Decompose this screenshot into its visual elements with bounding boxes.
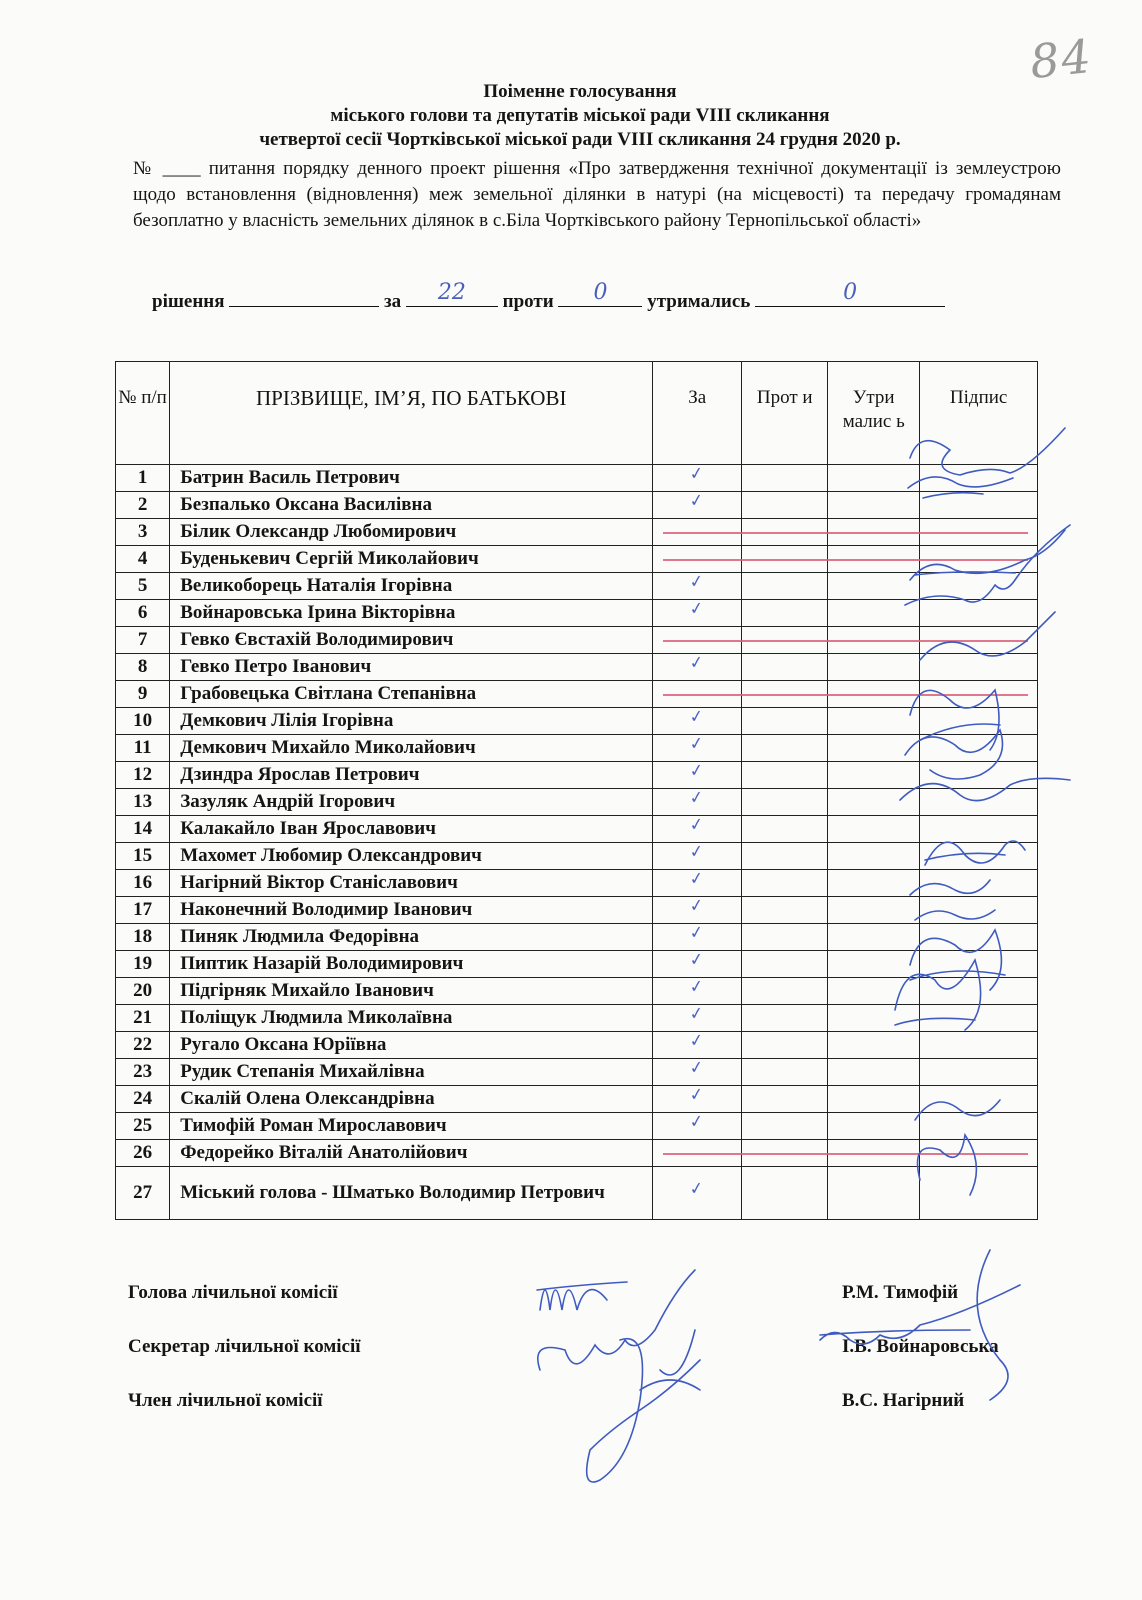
vote-check-mark: ✓ bbox=[688, 787, 706, 809]
row-number: 13 bbox=[116, 789, 170, 816]
vote-check-mark: ✓ bbox=[688, 1178, 706, 1200]
row-number: 5 bbox=[116, 573, 170, 600]
vote-for-cell bbox=[653, 600, 742, 627]
col-header-against: Прот и bbox=[742, 362, 828, 465]
vote-check-mark: ✓ bbox=[688, 490, 706, 512]
vote-against-cell bbox=[742, 654, 828, 681]
vote-against-cell bbox=[742, 492, 828, 519]
row-number: 24 bbox=[116, 1086, 170, 1113]
deputy-name: Дзиндра Ярослав Петрович bbox=[170, 762, 653, 789]
row-number: 14 bbox=[116, 816, 170, 843]
document-header bbox=[120, 80, 1040, 152]
col-header-signature: Підпис bbox=[920, 362, 1038, 465]
deputy-name: Нагірний Віктор Станіславович bbox=[170, 870, 653, 897]
against-count-value: 0 bbox=[593, 280, 608, 305]
deputy-name: Пиптик Назарій Володимирович bbox=[170, 951, 653, 978]
row-number: 2 bbox=[116, 492, 170, 519]
col-header-abstained: Утри малис ь bbox=[828, 362, 920, 465]
vote-check-mark: ✓ bbox=[688, 733, 706, 755]
vote-against-cell bbox=[742, 816, 828, 843]
row-number: 10 bbox=[116, 708, 170, 735]
abstained-count-field bbox=[755, 280, 945, 307]
vote-against-cell bbox=[742, 1113, 828, 1140]
deputy-name: Білик Олександр Любомирович bbox=[170, 519, 653, 546]
vote-against-cell bbox=[742, 735, 828, 762]
vote-against-cell bbox=[742, 924, 828, 951]
deputy-name: Пиняк Людмила Федорівна bbox=[170, 924, 653, 951]
vote-check-mark: ✓ bbox=[688, 1003, 706, 1025]
deputy-name: Великоборець Наталія Ігорівна bbox=[170, 573, 653, 600]
vote-check-mark: ✓ bbox=[688, 760, 706, 782]
row-number: 1 bbox=[116, 465, 170, 492]
row-number: 20 bbox=[116, 978, 170, 1005]
vote-against-cell bbox=[742, 762, 828, 789]
deputy-name: Демкович Лілія Ігорівна bbox=[170, 708, 653, 735]
row-number: 21 bbox=[116, 1005, 170, 1032]
col-header-number: № п/п bbox=[116, 362, 170, 465]
agenda-question: № ____ питання порядку денного проект рішення «Про затвердження технічної документації із землеустрою щодо встановлення (відновлення) меж земельної ділянки в натурі (на місцевості) та передачу громадянам безоплатно у власність земельних ділянок в с.Біла Чортківського району Тернопільської області» bbox=[133, 158, 1061, 231]
vote-for-cell bbox=[653, 492, 742, 519]
row-number: 4 bbox=[116, 546, 170, 573]
vote-check-mark: ✓ bbox=[688, 598, 706, 620]
row-number: 26 bbox=[116, 1140, 170, 1167]
deputy-name: Поліщук Людмила Миколаївна bbox=[170, 1005, 653, 1032]
against-label: проти bbox=[502, 291, 554, 312]
against-count-field bbox=[558, 280, 642, 307]
vote-check-mark: ✓ bbox=[688, 571, 706, 593]
deputy-name: Демкович Михайло Миколайович bbox=[170, 735, 653, 762]
deputy-name: Тимофій Роман Мирославович bbox=[170, 1113, 653, 1140]
row-number: 17 bbox=[116, 897, 170, 924]
vote-check-mark: ✓ bbox=[688, 814, 706, 836]
row-number: 19 bbox=[116, 951, 170, 978]
deputy-name: Махомет Любомир Олександрович bbox=[170, 843, 653, 870]
vote-check-mark: ✓ bbox=[688, 976, 706, 998]
row-number: 15 bbox=[116, 843, 170, 870]
abstained-label: утримались bbox=[647, 291, 751, 312]
vote-against-cell bbox=[742, 978, 828, 1005]
vote-for-cell bbox=[653, 654, 742, 681]
vote-against-cell bbox=[742, 789, 828, 816]
deputy-name: Войнаровська Ірина Вікторівна bbox=[170, 600, 653, 627]
row-number: 3 bbox=[116, 519, 170, 546]
deputy-signatures bbox=[880, 410, 1080, 1210]
vote-check-mark: ✓ bbox=[688, 463, 706, 485]
secretary-role: Секретар лічильної комісії bbox=[128, 1336, 361, 1357]
row-number: 12 bbox=[116, 762, 170, 789]
secretary-name: І.В. Войнаровська bbox=[842, 1336, 999, 1357]
vote-against-cell bbox=[742, 843, 828, 870]
deputy-name: Міський голова - Шматько Володимир Петрович bbox=[170, 1167, 653, 1220]
row-number: 11 bbox=[116, 735, 170, 762]
page-number: 84 bbox=[1027, 28, 1096, 90]
deputy-name: Гевко Петро Іванович bbox=[170, 654, 653, 681]
chair-role: Голова лічильної комісії bbox=[128, 1282, 338, 1303]
vote-against-cell bbox=[742, 1059, 828, 1086]
member-role: Член лічильної комісії bbox=[128, 1390, 323, 1411]
row-number: 18 bbox=[116, 924, 170, 951]
vote-against-cell bbox=[742, 600, 828, 627]
vote-check-mark: ✓ bbox=[688, 895, 706, 917]
deputy-name: Федорейко Віталій Анатолійович bbox=[170, 1140, 653, 1167]
col-header-name: ПРІЗВИЩЕ, ІМ’Я, ПО БАТЬКОВІ bbox=[170, 362, 653, 465]
deputy-name: Калакайло Іван Ярославович bbox=[170, 816, 653, 843]
document-subtitle-2: четвертої сесії Чортківської міської ради VIII скликання 24 грудня 2020 р. bbox=[259, 129, 901, 150]
vote-against-cell bbox=[742, 1005, 828, 1032]
vote-against-cell bbox=[742, 951, 828, 978]
for-count-value: 22 bbox=[437, 280, 466, 305]
row-number: 22 bbox=[116, 1032, 170, 1059]
vote-check-mark: ✓ bbox=[688, 1111, 706, 1133]
deputy-name: Скалій Олена Олександрівна bbox=[170, 1086, 653, 1113]
vote-check-mark: ✓ bbox=[688, 868, 706, 890]
row-number: 6 bbox=[116, 600, 170, 627]
row-number: 7 bbox=[116, 627, 170, 654]
vote-against-cell bbox=[742, 708, 828, 735]
deputy-name: Батрин Василь Петрович bbox=[170, 465, 653, 492]
abstained-count-value: 0 bbox=[843, 280, 858, 305]
deputy-name: Підгірняк Михайло Іванович bbox=[170, 978, 653, 1005]
vote-for-cell bbox=[653, 1113, 742, 1140]
vote-check-mark: ✓ bbox=[688, 922, 706, 944]
for-count-field bbox=[406, 280, 498, 307]
decision-summary bbox=[152, 280, 1052, 313]
row-number: 9 bbox=[116, 681, 170, 708]
row-number: 16 bbox=[116, 870, 170, 897]
vote-check-mark: ✓ bbox=[688, 949, 706, 971]
row-number: 25 bbox=[116, 1113, 170, 1140]
vote-against-cell bbox=[742, 1032, 828, 1059]
vote-check-mark: ✓ bbox=[688, 1057, 706, 1079]
decision-label: рішення bbox=[152, 291, 225, 312]
vote-check-mark: ✓ bbox=[688, 706, 706, 728]
vote-against-cell bbox=[742, 1167, 828, 1220]
vote-against-cell bbox=[742, 1086, 828, 1113]
deputy-name: Безпалько Оксана Василівна bbox=[170, 492, 653, 519]
vote-against-cell bbox=[742, 573, 828, 600]
vote-check-mark: ✓ bbox=[688, 652, 706, 674]
deputy-name: Наконечний Володимир Іванович bbox=[170, 897, 653, 924]
row-number: 27 bbox=[116, 1167, 170, 1220]
vote-check-mark: ✓ bbox=[688, 1030, 706, 1052]
decision-blank bbox=[229, 286, 379, 307]
row-number: 23 bbox=[116, 1059, 170, 1086]
deputy-name: Ругало Оксана Юріївна bbox=[170, 1032, 653, 1059]
document-title: Поіменне голосування bbox=[483, 81, 677, 102]
deputy-name: Буденькевич Сергій Миколайович bbox=[170, 546, 653, 573]
deputy-name: Зазуляк Андрій Ігорович bbox=[170, 789, 653, 816]
document-subtitle-1: міського голови та депутатів міської ради VIII скликання bbox=[330, 105, 830, 126]
deputy-name: Рудик Степанія Михайлівна bbox=[170, 1059, 653, 1086]
row-number: 8 bbox=[116, 654, 170, 681]
deputy-name: Гевко Євстахій Володимирович bbox=[170, 627, 653, 654]
vote-against-cell bbox=[742, 465, 828, 492]
for-label: за bbox=[384, 291, 402, 312]
vote-check-mark: ✓ bbox=[688, 841, 706, 863]
col-header-for: За bbox=[653, 362, 742, 465]
vote-check-mark: ✓ bbox=[688, 1084, 706, 1106]
vote-against-cell bbox=[742, 897, 828, 924]
commission-signatures bbox=[520, 1240, 1080, 1490]
vote-against-cell bbox=[742, 870, 828, 897]
member-name: В.С. Нагірний bbox=[842, 1390, 965, 1411]
vote-for-cell bbox=[653, 1167, 742, 1220]
chair-name: Р.М. Тимофій bbox=[842, 1282, 959, 1303]
deputy-name: Грабовецька Світлана Степанівна bbox=[170, 681, 653, 708]
